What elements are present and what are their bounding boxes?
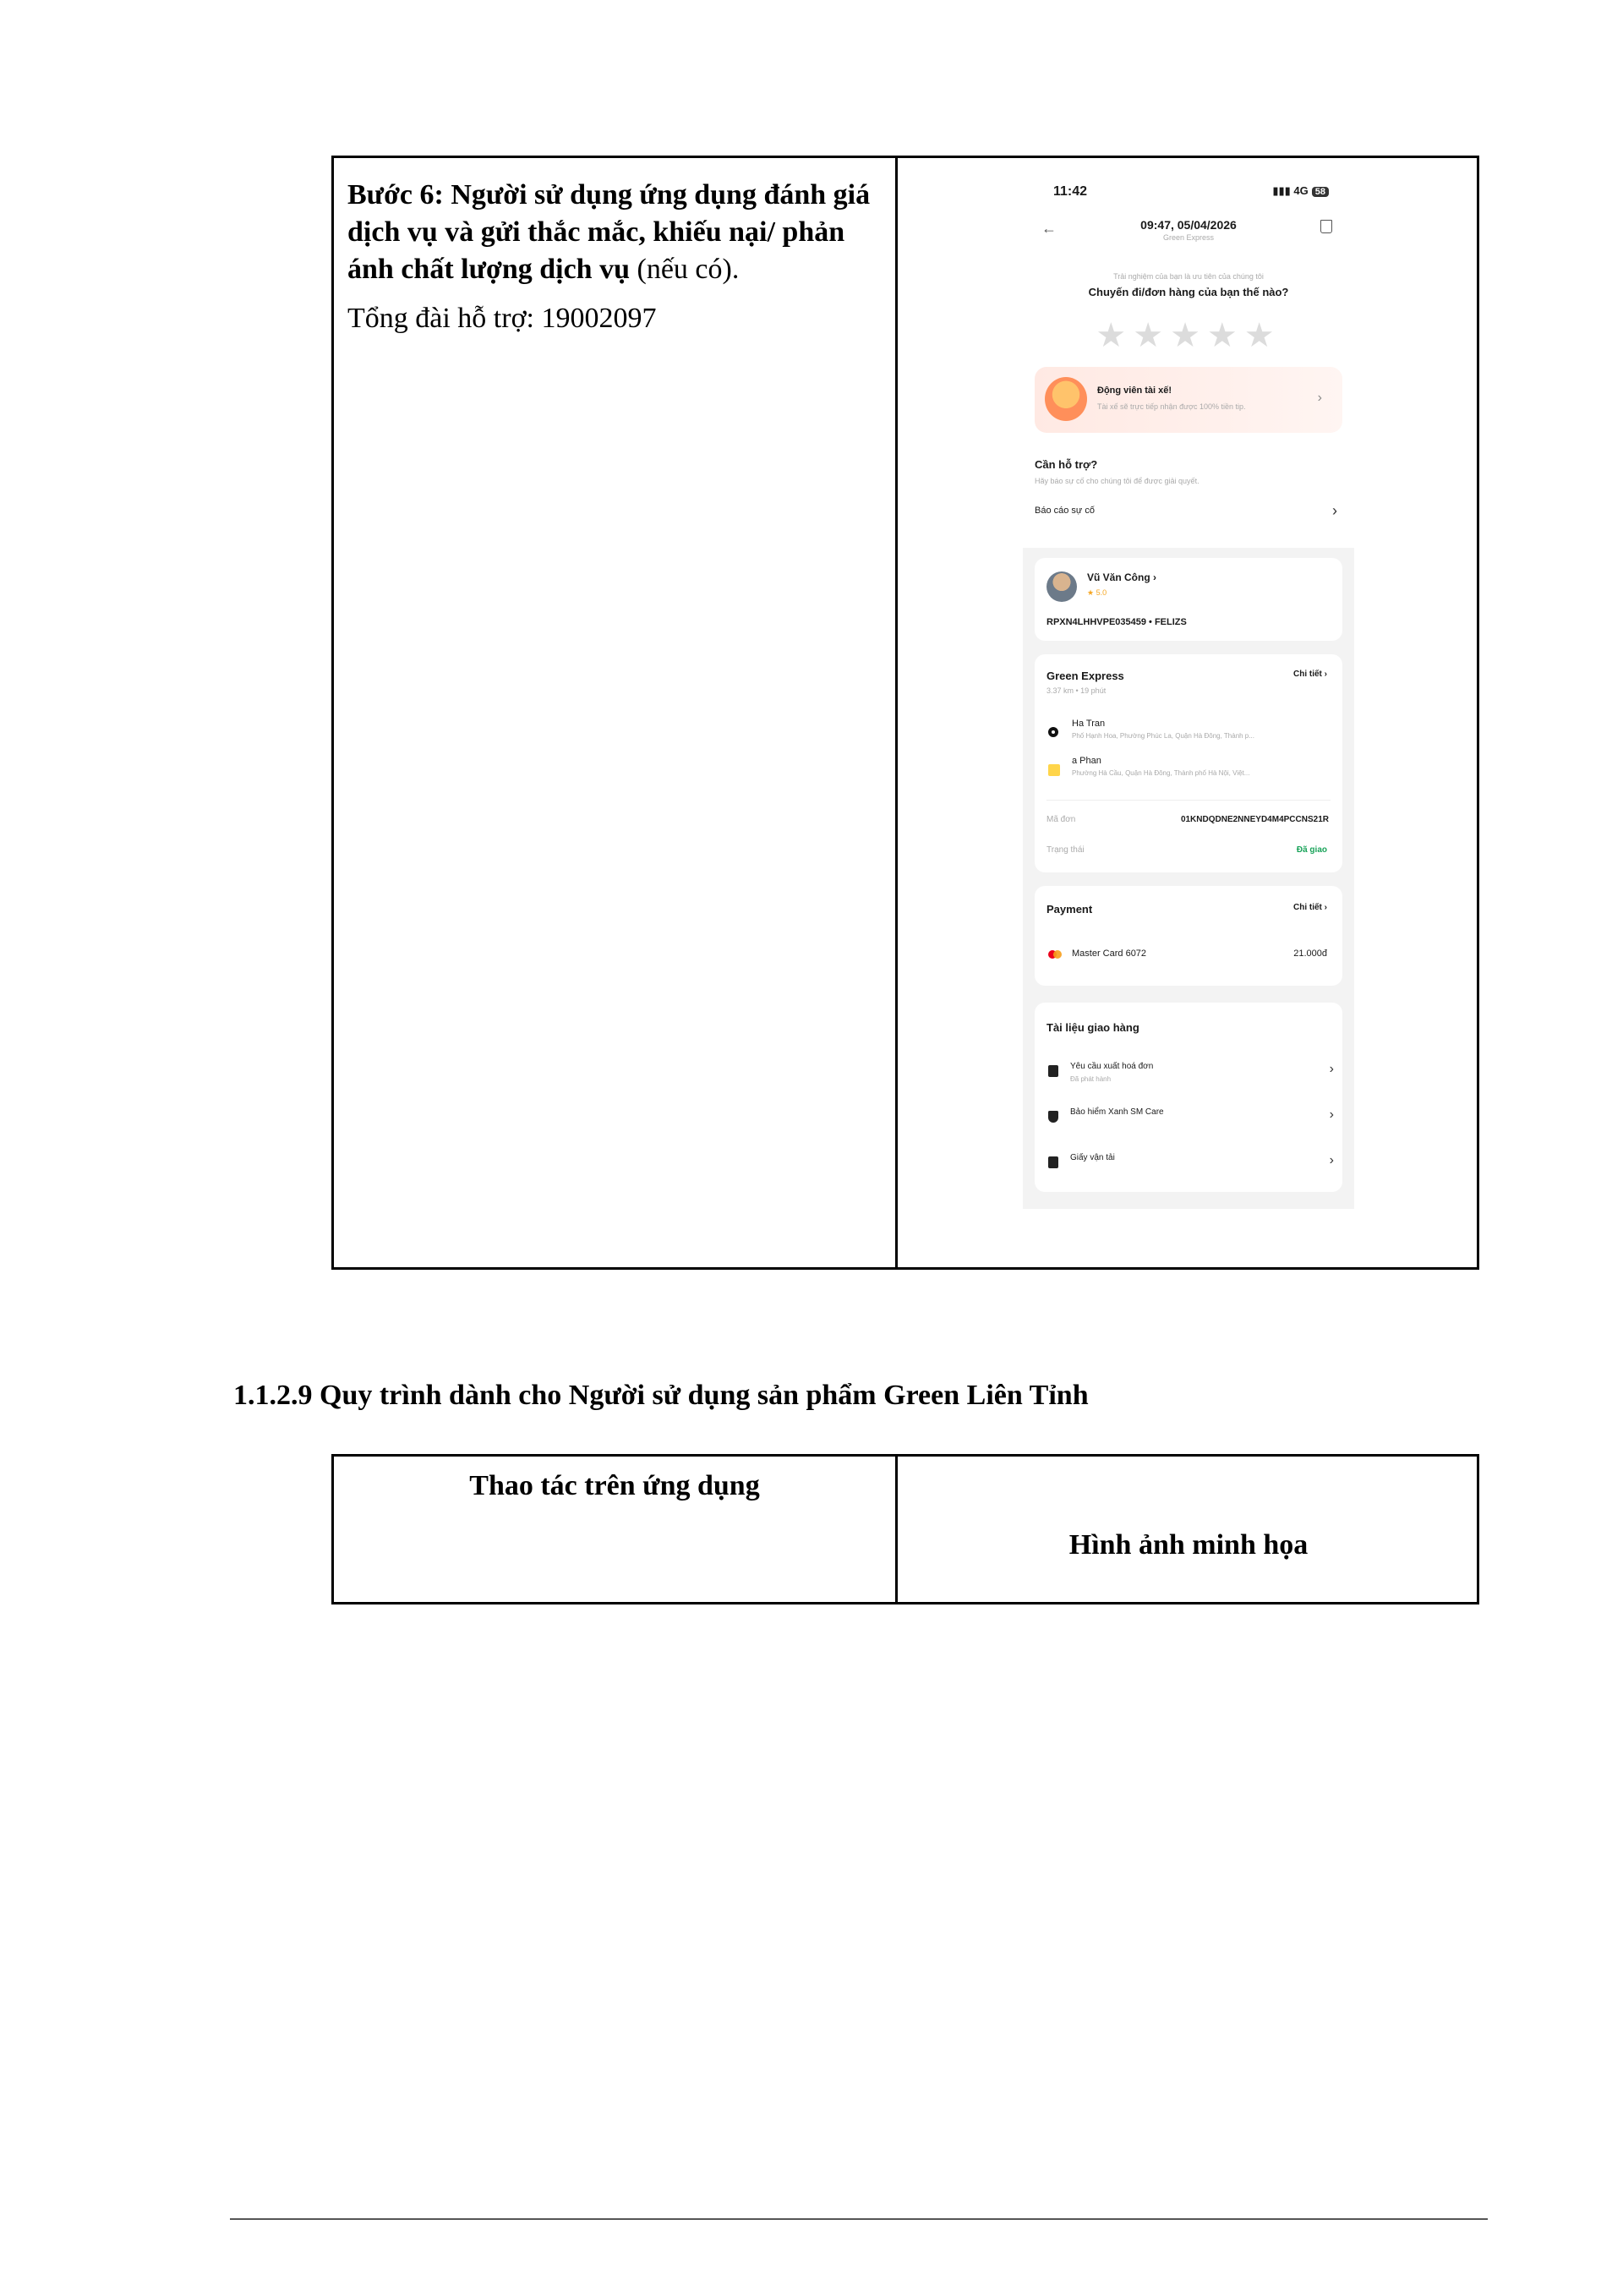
status-time: 11:42 <box>1053 184 1088 199</box>
payment-card <box>1035 886 1342 986</box>
delivery-docs-card <box>1035 1003 1342 1192</box>
driver-rating: ★ 5.0 <box>1087 588 1107 597</box>
status-network <box>1272 184 1329 198</box>
column-header-actions: Thao tác trên ứng dụng <box>469 1470 760 1501</box>
driver-avatar <box>1046 571 1077 602</box>
payment-method: Master Card 6072 <box>1072 948 1147 959</box>
trip-card <box>1035 654 1342 872</box>
order-code-value[interactable]: 01KNDQDNE2NNEYD4M4PCCNS21R <box>1180 815 1329 824</box>
document-icon <box>1048 1156 1058 1168</box>
pickup-dot-icon <box>1048 727 1058 737</box>
order-header <box>1023 218 1354 252</box>
battery-icon: 58 <box>1312 187 1329 197</box>
doc-sub: Đã phát hành <box>1070 1075 1112 1083</box>
tip-driver-banner[interactable] <box>1035 367 1342 433</box>
payment-title: Payment <box>1046 903 1093 916</box>
chevron-right-icon: › <box>1329 1107 1334 1122</box>
docs-title: Tài liệu giao hàng <box>1046 1021 1139 1034</box>
chevron-right-icon: › <box>1329 1153 1334 1167</box>
dropoff-name: a Phan <box>1072 756 1101 766</box>
tip-title: Động viên tài xế! <box>1097 385 1172 396</box>
invoice-icon <box>1048 1065 1058 1077</box>
network-icon: ▮▮▮ <box>1272 184 1294 197</box>
shield-icon <box>1048 1111 1058 1123</box>
doc-label: Giấy vận tải <box>1070 1153 1115 1162</box>
chevron-right-icon: › <box>1329 1062 1334 1076</box>
hotline-text: Tổng đài hỗ trợ: 19002097 <box>347 303 657 334</box>
service-name: Green Express <box>1046 670 1124 682</box>
order-service: Green Express <box>1162 233 1215 242</box>
trip-detail-link[interactable]: Chi tiết › <box>1293 670 1327 679</box>
driver-cheer-illustration-icon <box>1045 377 1087 421</box>
mastercard-icon <box>1048 950 1062 959</box>
network-label: 4G <box>1293 184 1309 197</box>
driver-name: Vũ Văn Công › <box>1087 571 1156 583</box>
order-datetime: 09:47, 05/04/2026 <box>1140 218 1237 232</box>
chevron-right-icon: › <box>1317 391 1322 405</box>
step-description-cell <box>347 177 880 337</box>
rating-hint: Trải nghiệm của bạn là ưu tiên của chúng tôi <box>1113 272 1264 281</box>
dropoff-address: Phường Hà Cầu, Quận Hà Đông, Thành phố Hà Nội, Việt... <box>1072 769 1250 777</box>
step-title-bold: Bước 6: Người sử dụng ứng dụng đánh giá dịch vụ và gửi thắc mắc, khiếu nại/ phản ánh chất lượng dịch vụ <box>347 179 871 285</box>
divider <box>1046 800 1331 801</box>
process-table-header <box>331 1454 1479 1604</box>
chevron-right-icon: › <box>1332 502 1337 519</box>
driver-card[interactable] <box>1035 558 1342 641</box>
tip-sub: Tài xế sẽ trực tiếp nhận được 100% tiền tip. <box>1097 402 1246 411</box>
doc-label: Bảo hiểm Xanh SM Care <box>1070 1107 1164 1117</box>
status-bar <box>1023 184 1354 208</box>
rating-stars[interactable]: ★★★★★ <box>1096 317 1281 354</box>
footer-rule <box>230 2218 1488 2220</box>
column-header-illustration: Hình ảnh minh họa <box>1068 1529 1309 1561</box>
doc-row-insurance[interactable] <box>1046 1107 1334 1136</box>
trash-icon[interactable] <box>1320 220 1332 233</box>
help-sub: Hãy báo sự cố cho chúng tôi để được giải quyết. <box>1035 477 1199 485</box>
order-status-value: Đã giao <box>1296 845 1327 855</box>
section-heading: 1.1.2.9 Quy trình dành cho Người sử dụng sản phẩm Green Liên Tỉnh <box>233 1380 1089 1411</box>
app-screenshot <box>1023 176 1354 1209</box>
driver-plate: RPXN4LHHVPE035459 • FELIZS <box>1046 617 1187 627</box>
help-title: Cần hỗ trợ? <box>1035 458 1098 471</box>
step-title-note: (nếu có). <box>630 254 740 285</box>
doc-row-invoice[interactable] <box>1046 1062 1334 1091</box>
rating-question: Chuyến đi/đơn hàng của bạn thế nào? <box>1088 286 1289 298</box>
doc-label: Yêu cầu xuất hoá đơn <box>1070 1062 1154 1071</box>
trip-distance: 3.37 km • 19 phút <box>1046 686 1107 695</box>
step-title <box>347 177 880 288</box>
doc-row-transport[interactable] <box>1046 1153 1334 1182</box>
pickup-address: Phố Hạnh Hoa, Phường Phúc La, Quận Hà Đông, Thành p... <box>1072 732 1254 740</box>
dropoff-square-icon <box>1048 764 1060 776</box>
column-divider <box>895 158 898 1267</box>
order-code-label: Mã đơn <box>1046 815 1076 824</box>
pickup-name: Ha Tran <box>1072 719 1106 729</box>
payment-amount: 21.000đ <box>1293 948 1327 959</box>
payment-detail-link[interactable]: Chi tiết › <box>1293 903 1327 912</box>
back-arrow-icon[interactable]: ← <box>1041 220 1057 237</box>
report-issue-link[interactable]: Báo cáo sự cố <box>1035 506 1095 516</box>
order-status-label: Trạng thái <box>1046 845 1085 855</box>
